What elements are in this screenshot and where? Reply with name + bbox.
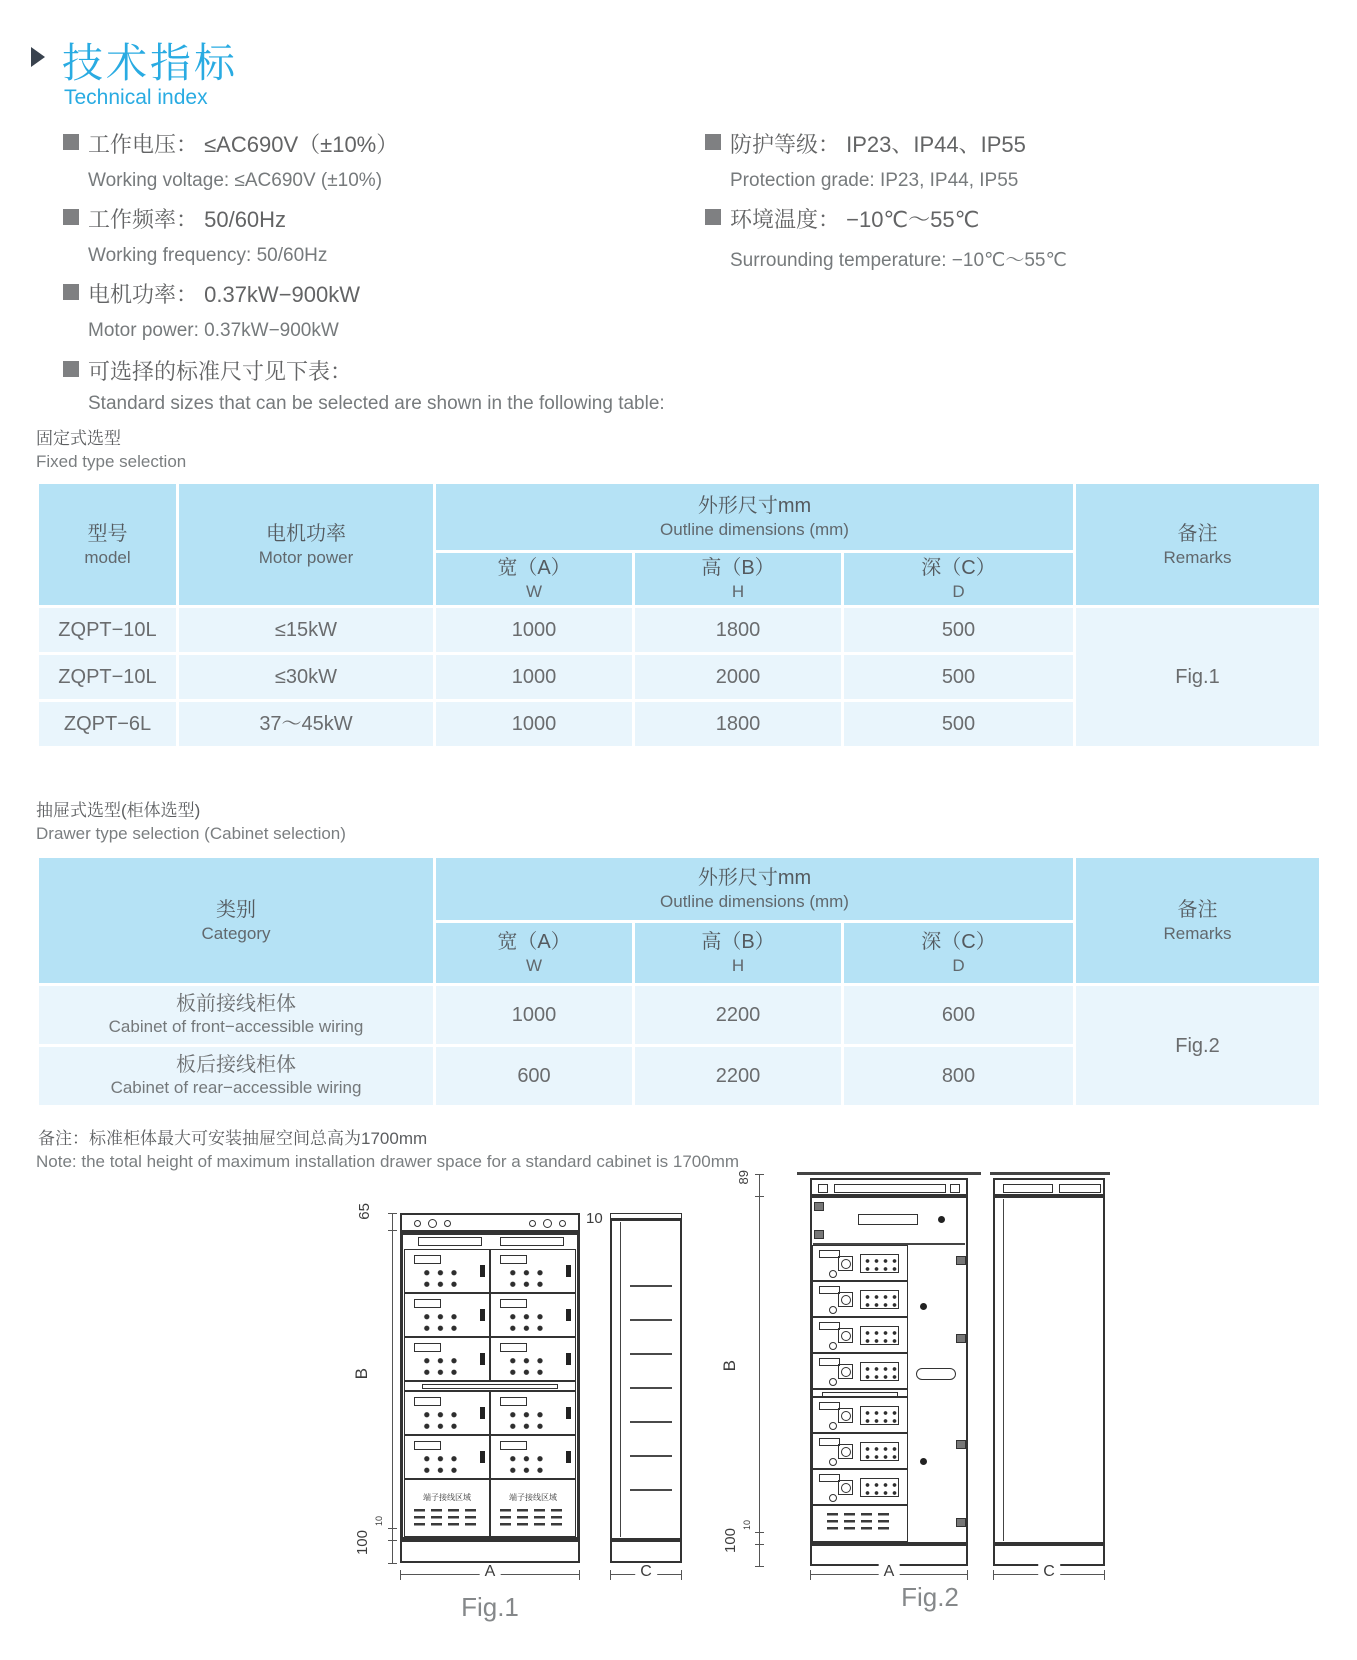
drawer-unit [812,1397,908,1433]
header-model-cn: 型号 [87,522,128,545]
drawer-module [404,1293,490,1337]
rotary-switch [838,1480,853,1495]
drawer-latch [480,1353,485,1365]
cell-category [39,1047,433,1105]
vent-grille [827,1513,893,1534]
drawer-section-title-en: Drawer type selection (Cabinet selection) [36,824,346,843]
cell-width: 1000 [436,655,632,699]
drawer-buttons [420,1453,461,1476]
header-width [436,553,632,605]
drawer-buttons [420,1409,461,1432]
cell-depth: 500 [844,655,1073,699]
rotary-switch [838,1328,853,1343]
cell-width: 1000 [436,608,632,652]
cell-category-en: Cabinet of rear−accessible wiring [110,1078,362,1098]
blanking-plate [404,1381,576,1391]
header-power-cn: 电机功率 [266,522,346,545]
drawer-unit [812,1245,908,1281]
header-depth-cn: 深（C） [921,557,996,580]
header-width [436,923,632,983]
header-height-cn: 高（B） [701,931,775,954]
cell-remark: Fig.1 [1076,608,1319,746]
drawer-plate [500,1441,527,1450]
fig1-dim-base: 100 [354,1530,371,1556]
header-outline-cn: 外形尺寸mm [697,867,812,890]
drawer-section-title-cn: 抽屉式选型(柜体选型) [36,801,201,820]
drawer-plate [500,1255,527,1264]
control-panel [860,1290,899,1309]
drawer-handle [829,1494,837,1502]
door-handle [916,1368,956,1380]
cell-model: ZQPT−6L [39,702,176,746]
fixed-type-table [36,481,1322,749]
cell-width: 1000 [436,702,632,746]
door-lock-dot [920,1303,927,1310]
bullet-icon [63,209,79,225]
cell-power: ≤30kW [179,655,433,699]
drawer-unit [812,1281,908,1317]
drawer-module [404,1391,490,1435]
fig2-side-cap [993,1178,1105,1196]
drawer-plate [500,1397,527,1406]
drawer-handle [829,1306,837,1314]
drawer-buttons [506,1355,547,1378]
rotary-switch [838,1292,853,1307]
header-motor-power [179,484,433,605]
drawer-unit [812,1433,908,1469]
header-depth-en: D [952,582,965,602]
header-category-en: Category [201,923,271,943]
drawer-latch [566,1309,571,1321]
control-panel [860,1326,899,1345]
fig2-depth-dim [993,1563,1105,1580]
table-row [39,986,1319,1044]
header-outline-en: Outline dimensions (mm) [660,520,849,540]
drawer-module [490,1249,576,1293]
spec-motor-power-en: Motor power: 0.37kW−900kW [88,320,339,341]
fig2-top-slot [858,1214,918,1225]
spec-working-frequency-cn: 工作频率： 50/60Hz [88,207,287,232]
drawer-latch [566,1451,571,1463]
header-outline-cn: 外形尺寸mm [697,495,812,518]
header-depth [844,923,1073,983]
cell-height: 2200 [635,1047,841,1105]
drawer-module [404,1337,490,1381]
cell-height: 1800 [635,608,841,652]
fig2-dim-top: 89 [736,1170,751,1185]
fig2-cabinet-cap [810,1178,968,1196]
fixed-section-title-cn: 固定式选型 [36,429,121,448]
drawer-plate [500,1299,527,1308]
cell-model: ZQPT−10L [39,608,176,652]
cell-width: 600 [436,1047,632,1105]
header-height [635,923,841,983]
cell-category-en: Cabinet of front−accessible wiring [108,1017,364,1037]
header-depth [844,553,1073,605]
drawer-type-table [36,855,1322,1108]
fig1-width-dim [400,1563,580,1580]
drawer-module [490,1293,576,1337]
bullet-icon [705,134,721,150]
header-model-en: model [84,547,131,567]
fig2-top-dot [938,1216,945,1223]
bullet-icon [63,361,79,377]
drawer-plate [819,1250,840,1258]
header-depth-cn: 深（C） [921,931,996,954]
fig1-dim-width: A [480,1564,501,1580]
note-cn: 备注：标准柜体最大可安装抽屉空间总高为1700mm [38,1129,428,1148]
control-panel [860,1442,899,1461]
spec-working-voltage-en: Working voltage: ≤AC690V (±10%) [88,170,383,191]
cell-power: ≤15kW [179,608,433,652]
drawer-handle [829,1422,837,1430]
drawer-latch [480,1309,485,1321]
spec-protection-grade-cn: 防护等级： IP23、IP44、IP55 [730,132,1026,157]
blanking-plate [812,1389,908,1397]
header-power-en: Motor power [258,547,354,567]
page-title: 技术指标 [62,40,238,86]
spec-working-frequency-en: Working frequency: 50/60Hz [88,245,328,266]
drawer-plate [819,1474,840,1482]
bullet-icon [705,209,721,225]
spec-surrounding-temp-cn: 环境温度： −10℃～55℃ [730,207,980,232]
drawer-buttons [420,1267,461,1290]
drawer-latch [480,1265,485,1277]
header-width-cn: 宽（A） [497,557,571,580]
cell-depth: 500 [844,702,1073,746]
header-remarks [1076,858,1319,983]
drawer-plate [819,1438,840,1446]
header-model [39,484,176,605]
drawer-handle [829,1458,837,1466]
drawer-plate [819,1402,840,1410]
drawer-latch [566,1407,571,1419]
fig1-side-plinth [610,1540,682,1563]
drawer-plate [414,1343,441,1352]
note-en: Note: the total height of maximum installation drawer space for a standard cabinet is 1700mm [36,1152,740,1171]
cell-height: 2000 [635,655,841,699]
fig2-dim-width: A [879,1564,900,1580]
fig1-plinth [400,1540,580,1563]
drawer-unit [812,1469,908,1505]
fig1-dim-depth: C [635,1564,657,1580]
drawer-latch [480,1451,485,1463]
drawer-plate [500,1343,527,1352]
fig2-dim-height: B [720,1360,739,1372]
header-remarks-cn: 备注 [1177,898,1218,921]
cell-height: 2200 [635,986,841,1044]
fig1-caption: Fig.1 [461,1592,519,1622]
drawer-plate [819,1322,840,1330]
cell-remark: Fig.2 [1076,986,1319,1105]
terminal-panel [404,1479,490,1537]
drawer-plate [414,1299,441,1308]
door-hinge [956,1334,966,1343]
cell-depth: 600 [844,986,1073,1044]
rotary-switch [838,1444,853,1459]
cell-height: 1800 [635,702,841,746]
door-lock-dot [920,1458,927,1465]
drawer-plate [819,1358,840,1366]
drawer-latch [480,1407,485,1419]
control-panel [860,1478,899,1497]
table-intro-cn: 可选择的标准尺寸见下表： [88,359,353,384]
fig2-cabinet-side [993,1196,1105,1544]
header-height-cn: 高（B） [701,557,775,580]
rotary-switch [838,1364,853,1379]
cell-category-cn: 板后接线柜体 [176,1054,296,1077]
spec-motor-power-cn: 电机功率： 0.37kW−900kW [88,282,361,307]
cell-power: 37～45kW [179,702,433,746]
drawer-unit [812,1317,908,1353]
header-outline-dimensions [436,858,1073,920]
drawer-module [490,1435,576,1479]
door-hinge [956,1256,966,1265]
header-height-en: H [731,956,745,976]
drawer-handle [829,1342,837,1350]
header-width-en: W [525,582,543,602]
fig1-cabinet-cap [400,1213,580,1232]
drawer-handle [829,1270,837,1278]
fig1-dim-small: 10 [374,1516,384,1527]
header-width-cn: 宽（A） [497,931,571,954]
fixed-section-title-en: Fixed type selection [36,452,187,471]
drawer-handle [829,1378,837,1386]
spec-working-voltage-cn: 工作电压： ≤AC690V（±10%） [88,132,399,157]
header-outline-en: Outline dimensions (mm) [660,892,849,912]
section-arrow-icon [31,47,45,67]
header-outline-dimensions [436,484,1073,550]
drawer-buttons [506,1311,547,1334]
header-remarks-en: Remarks [1163,923,1232,943]
door-hinge [956,1518,966,1527]
fig2-dim-small: 10 [742,1520,752,1531]
bullet-icon [63,134,79,150]
drawer-buttons [506,1409,547,1432]
cell-width: 1000 [436,986,632,1044]
drawer-module [490,1391,576,1435]
drawer-module [404,1249,490,1293]
fig2-vent-box [812,1505,908,1542]
fig1-side-slots [630,1285,672,1517]
drawer-buttons [506,1453,547,1476]
vent-grille [500,1509,566,1530]
fig1-depth-dim [610,1563,682,1580]
fig2-caption: Fig.2 [901,1582,959,1612]
terminal-label: 端子接线区域 [509,1493,557,1502]
drawer-buttons [420,1355,461,1378]
fig1-drawer-grid [404,1249,576,1537]
control-panel [860,1362,899,1381]
cell-category [39,986,433,1044]
cell-model: ZQPT−10L [39,655,176,699]
control-panel [860,1406,899,1425]
rotary-switch [838,1256,853,1271]
header-height-en: H [731,582,745,602]
drawer-unit [812,1353,908,1389]
spec-protection-grade-en: Protection grade: IP23, IP44, IP55 [730,170,1019,191]
terminal-panel [490,1479,576,1537]
drawer-latch [566,1265,571,1277]
bullet-icon [63,284,79,300]
terminal-label: 端子接线区域 [423,1493,471,1502]
cell-depth: 800 [844,1047,1073,1105]
header-category [39,858,433,983]
drawer-buttons [506,1267,547,1290]
rotary-switch [838,1408,853,1423]
fig2-dim-depth: C [1038,1564,1060,1580]
cell-depth: 500 [844,608,1073,652]
header-remarks [1076,484,1319,605]
header-category-cn: 类别 [216,898,256,921]
table-intro-en: Standard sizes that can be selected are shown in the following table: [88,393,665,414]
drawer-plate [414,1441,441,1450]
header-height [635,553,841,605]
header-remarks-en: Remarks [1163,547,1232,567]
drawer-plate [414,1397,441,1406]
fig1-dim-height: B [352,1368,371,1380]
fig1-dim-top-right: 10 [586,1210,603,1227]
drawer-plate [819,1286,840,1294]
fig2-drawer-stack [812,1245,908,1505]
header-width-en: W [525,956,543,976]
table-row [39,608,1319,652]
drawer-latch [566,1353,571,1365]
page-subtitle: Technical index [64,86,208,109]
cell-category-cn: 板前接线柜体 [176,993,296,1016]
fig2-width-dim [810,1563,968,1580]
header-remarks-cn: 备注 [1177,522,1218,545]
drawer-plate [414,1255,441,1264]
door-hinge [956,1440,966,1449]
header-depth-en: D [952,956,965,976]
drawer-module [490,1337,576,1381]
fig2-dim-base: 100 [722,1528,739,1554]
drawer-buttons [420,1311,461,1334]
control-panel [860,1254,899,1273]
drawer-module [404,1435,490,1479]
spec-surrounding-temp-en: Surrounding temperature: −10℃～55℃ [730,250,1067,271]
vent-grille [414,1509,480,1530]
fig1-dim-top: 65 [356,1203,373,1220]
